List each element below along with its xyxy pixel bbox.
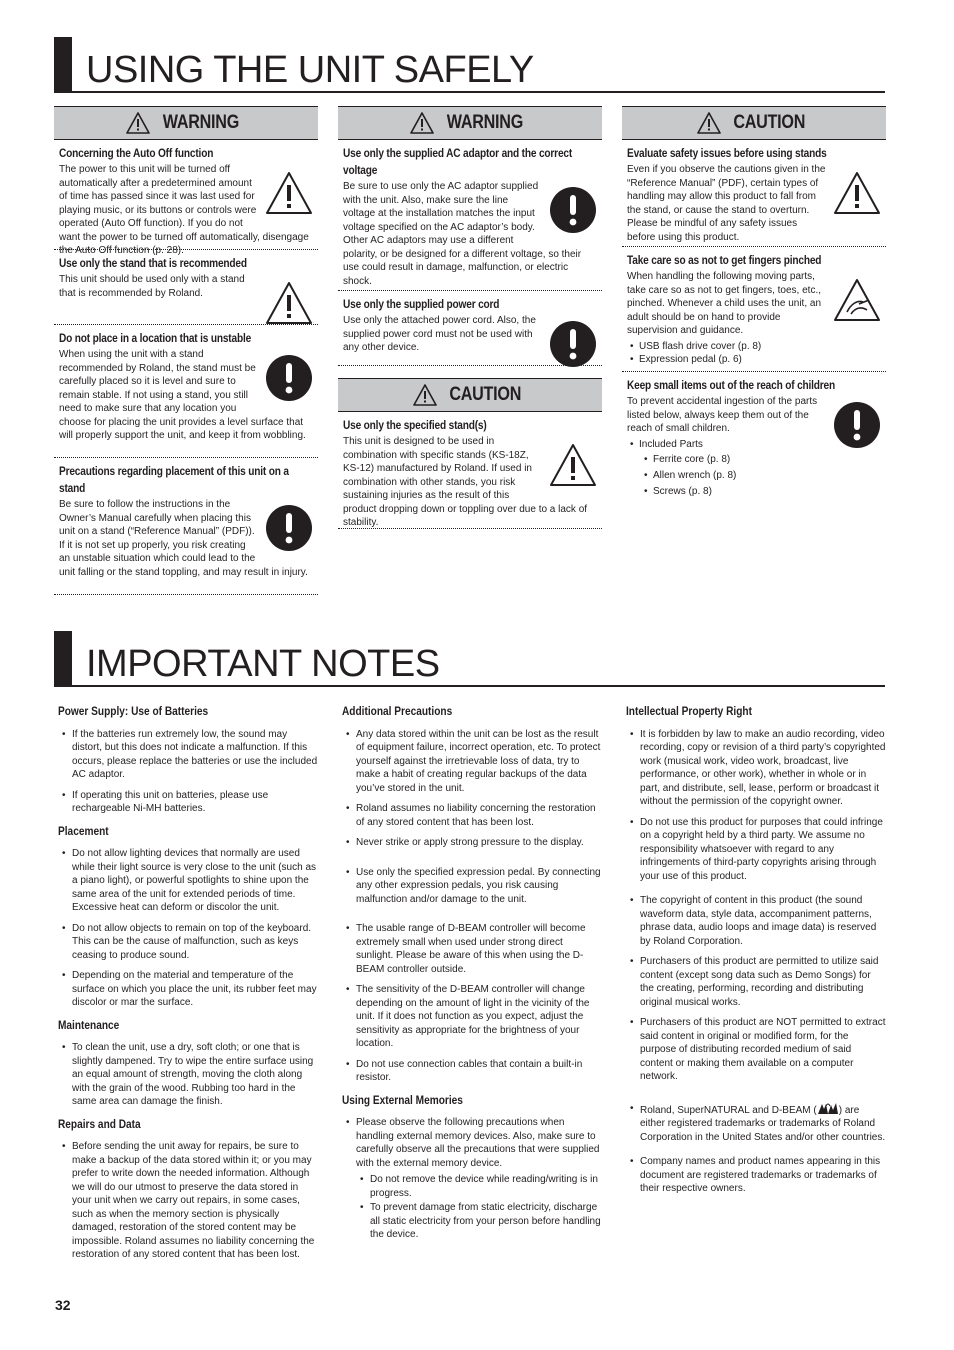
caution-triangle-icon	[413, 384, 437, 406]
notes-title: IMPORTANT NOTES	[86, 643, 440, 685]
included-parts-list	[627, 438, 882, 452]
mandatory-exclamation-icon	[264, 500, 314, 556]
caution-header: CAUTION	[338, 378, 602, 412]
list-item: • Purchasers of this product are NOT permitted to extract said content in original or modified form, for the purpose of distributing recorded medium of said content or making them available on a computer network.	[622, 1016, 886, 1084]
list-item: • Allen wrench (p. 8)	[627, 469, 882, 483]
recommended-stand-item: Use only the stand that is recommended This unit should be used only with a stand that is recommended by Roland.	[54, 250, 318, 325]
list-item: • It is forbidden by law to make an audio recording, video recording, copy or revision of a third party’s copyrighted work (musical work, video work, broadcast, live performance, or other work), whether in whole or in part, and distribute, sell, lease, perform or broadcast it without the permission of the copyright owner.	[622, 728, 886, 809]
heading-bar	[54, 631, 72, 685]
pinch-hazard-icon	[832, 272, 882, 328]
list-item: • Roland assumes no liability concerning the restoration of any stored content that has been lost.	[338, 802, 602, 829]
list-item: • The sensitivity of the D-BEAM controller will change depending on the amount of light in the vicinity of the unit. If it does not function as you expect, adjust the sensitivity as appropriate for the brightness of your location.	[338, 983, 602, 1051]
additional-precautions-list	[338, 728, 602, 1085]
list-item: • Do not use connection cables that contain a built-in resistor.	[338, 1058, 602, 1085]
safety-title: USING THE UNIT SAFELY	[86, 49, 534, 91]
repairs-list	[54, 1140, 318, 1262]
power-cord-item: Use only the supplied power cord Use only the attached power cord. Also, the supplied power cord must not be used with any other device.	[338, 291, 602, 366]
list-item: • Any data stored within the unit can be lost as the result of equipment failure, incorrect operation, etc. To protect yourself against the irretrievable loss of data, try to make a habit of creating regular backups of the data you’ve stored in the unit.	[338, 728, 602, 796]
caution-header: CAUTION	[622, 106, 886, 140]
heading-bar	[54, 37, 72, 91]
list-item: • The copyright of content in this product (the sound waveform data, style data, accompaniment patterns, phrase data, audio loops and image data) is reserved by Roland Corporation.	[622, 894, 886, 948]
list-item: • Never strike or apply strong pressure to the display.	[338, 836, 602, 850]
list-item: • Company names and product names appearing in this document are registered trademarks or trademarks of their respective owners.	[622, 1155, 886, 1196]
warning-header: WARNING	[54, 106, 318, 140]
list-item: • Expression pedal (p. 6)	[627, 353, 882, 367]
external-memories-list	[338, 1116, 602, 1242]
list-item: • USB flash drive cover (p. 8)	[627, 340, 882, 354]
ip-list	[622, 728, 886, 1196]
warning-header: WARNING	[338, 106, 602, 140]
ac-adaptor-item: Use only the supplied AC adaptor and the correct voltage Be sure to use only the AC adaptor supplied with the unit. Also, make sure the line voltage at the installation matches the input voltage specified on the AC adaptor’s body. Other AC adaptors may use a different polarity, or be designed for a different voltage, so their use could result in damage, malfunction, or electric shock.	[338, 140, 602, 291]
caution-triangle-icon	[264, 165, 314, 221]
list-item: • Do not allow lighting devices that normally are used while their light source is very close to the unit (such as a piano light), or powerful spotlights to shine upon the same area of the unit for extended periods of time. Excessive heat can deform or discolor the unit.	[54, 847, 318, 915]
caution-triangle-icon	[264, 275, 314, 331]
d-beam-logo-icon	[817, 1102, 839, 1115]
safety-column-2	[338, 106, 602, 529]
moving-parts-list	[627, 340, 882, 367]
list-item: • Roland, SuperNATURAL and D-BEAM ( ) are either registered trademarks or trademarks of Roland Corporation in the United States and/or other countries.	[622, 1102, 886, 1145]
safety-column-3	[622, 106, 886, 499]
list-item: • To prevent damage from static electricity, discharge all static electricity from your person before handling the device.	[356, 1201, 602, 1242]
caution-triangle-icon	[832, 165, 882, 221]
list-item: • Use only the specified expression pedal. By connecting any other expression pedals, you risk causing malfunction and/or damage to the unit.	[338, 866, 602, 907]
list-item: • To clean the unit, use a dry, soft cloth; or one that is slightly dampened. Try to wipe the entire surface using an equal amount of strength, moving the cloth along with the grain of the wood. Rubbing too hard in the same area can damage the finish.	[54, 1041, 318, 1109]
mandatory-exclamation-icon	[264, 350, 314, 406]
stand-safety-item: Evaluate safety issues before using stands Even if you observe the cautions given in the “Reference Manual” (PDF), certain types of handling may allow this product to fall from the stand, or cause the stand to overturn. Please be mindful of any safety issues before using this product.	[622, 140, 886, 247]
safety-column-1	[54, 106, 318, 595]
warning-triangle-icon	[410, 112, 434, 134]
batteries-list	[54, 728, 318, 816]
mandatory-exclamation-icon	[548, 182, 598, 238]
list-item: • Do not allow objects to remain on top of the keyboard. This can be the cause of malfunction, such as keys ceasing to produce sound.	[54, 922, 318, 963]
parts-sublist	[627, 453, 882, 499]
list-item: • Before sending the unit away for repairs, be sure to make a backup of the data stored within it; or you may prefer to write down the needed information. Although we will do our utmost to preserve the data stored in your unit when we carry out repairs, in some cases, such as when the memory section is physically damaged, restoration of the stored content may be impossible. Roland assumes no liability concerning the restoration of any stored content that has been lost.	[54, 1140, 318, 1262]
list-item: • If the batteries run extremely low, the sound may distort, but this does not indicate a malfunction. If this occurs, please replace the batteries or use the included AC adaptor.	[54, 728, 318, 782]
memory-sublist	[356, 1173, 602, 1242]
notes-heading	[54, 631, 885, 687]
auto-off-item: Concerning the Auto Off function The power to this unit will be turned off automatically after a predetermined amount of time has passed since it was last used for playing music, or its buttons or controls were operated (Auto Off function). If you do not want the power to be turned off automatically, disengage the Auto Off function (p. 28).	[54, 140, 318, 250]
caution-triangle-icon	[697, 112, 721, 134]
list-item: • The usable range of D-BEAM controller will become extremely small when used under strong direct sunlight. Please be aware of this when using the D-BEAM controller outside.	[338, 922, 602, 976]
maintenance-list	[54, 1041, 318, 1109]
safety-heading	[54, 37, 885, 93]
small-items-item: Keep small items out of the reach of children To prevent accidental ingestion of the parts listed below, always keep them out of the reach of small children. • Included Parts • Ferrite core (p. 8) • Allen wrench (p. 8) • Screws (p. 8)	[622, 372, 886, 499]
notes-column-2: Additional Precautions • Any data stored within the unit can be lost as the result of equipment failure, incorrect operation, etc. To protect yourself against the irretrievable loss of data, try to make a habit of creating regular backups of the data you’ve stored in the unit. • Roland assumes no liability concerning the restoration of any stored content that has been lost. • Never strike or apply strong pressure to the display. • Use only the specified expression pedal. By connecting any other expression pedals, you risk causing malfunction and/or damage to the unit. • The usable range of D-BEAM controller will become extremely small when used under strong direct sunlight. Please be aware of this when using the D-BEAM controller outside. • The sensitivity of the D-BEAM controller will change depending on the amount of light in the vicinity of the unit. If it does not function as you expect, adjust the sensitivity as appropriate for the brightness of your location. • Do not use connection cables that contain a built-in resistor. Using External Memories • Please observe the following precautions when handling external memory devices. Also, make sure to carefully observe all the precautions that were supplied with the external memory device. • Do not remove the device while reading/writing is in progress. • To prevent damage from static electricity, discharge all static electricity from your person before handling the device.	[338, 706, 602, 1252]
specified-stand-item: Use only the specified stand(s) This unit is designed to be used in combination with specific stands (KS-18Z, KS-12) manufactured by Roland. If used in combination with other stands, you risk sustaining injuries as the result of this product dropping down or toppling over due to a lack of stability.	[338, 412, 602, 529]
notes-column-1: Power Supply: Use of Batteries • If the batteries run extremely low, the sound may distort, but this does not indicate a malfunction. If this occurs, please replace the batteries or use the included AC adaptor. • If operating this unit on batteries, please use rechargeable Ni-MH batteries. Placement • Do not allow lighting devices that normally are used while their light source is very close to the unit (such as a piano light), or powerful spotlights to shine upon the same area of the unit for extended periods of time. Excessive heat can deform or discolor the unit. • Do not allow objects to remain on top of the keyboard. This can be the cause of malfunction, such as keys ceasing to produce sound. • Depending on the material and temperature of the surface on which you place the unit, its rubber feet may discolor or mar the surface. Maintenance • To clean the unit, use a dry, soft cloth; or one that is slightly dampened. Try to wipe the entire surface using an equal amount of strength, moving the cloth along with the grain of the wood. Rubbing too hard in the same area can damage the finish. Repairs and Data • Before sending the unit away for repairs, be sure to make a backup of the data stored within it; or you may prefer to write down the needed information. Although we will do our utmost to preserve the data stored in your unit when we carry out repairs, in some cases, such as when the memory section is physically damaged, restoration of the stored content may be impossible. Roland assumes no liability concerning the restoration of any stored content that has been lost.	[54, 706, 318, 1272]
list-item: • Ferrite core (p. 8)	[627, 453, 882, 467]
list-item: • Do not use this product for purposes that could infringe on a copyright held by a third party. We assume no responsibility whatsoever with regard to any infringements of third-party copyrights arising through your use of this product.	[622, 816, 886, 884]
list-item: • Please observe the following precautions when handling external memory devices. Also, make sure to carefully observe all the precautions that were supplied with the external memory device. • Do not remove the device while reading/writing is in progress. • To prevent damage from static electricity, discharge all static electricity from your person before handling the device.	[338, 1116, 602, 1242]
unstable-location-item: Do not place in a location that is unstable When using the unit with a stand recommended by Roland, the stand must be carefully placed so it is level and sure to remain stable. If not using a stand, you still need to make sure that any location you choose for placing the unit provides a level surface that will properly support the unit, and keep it from wobbling.	[54, 325, 318, 458]
list-item: • If operating this unit on batteries, please use rechargeable Ni-MH batteries.	[54, 789, 318, 816]
list-item: • Included Parts	[627, 438, 882, 452]
placement-list	[54, 847, 318, 1010]
warning-triangle-icon	[126, 112, 150, 134]
mandatory-exclamation-icon	[548, 316, 598, 372]
list-item: • Depending on the material and temperature of the surface on which you place the unit, its rubber feet may discolor or mar the surface.	[54, 969, 318, 1010]
fingers-pinched-item: Take care so as not to get fingers pinched When handling the following moving parts, take care so as not to get fingers, toes, etc., pinched. Whenever a child uses the unit, an adult should be on hand to provide supervision and guidance. • USB flash drive cover (p. 8) • Expression pedal (p. 6)	[622, 247, 886, 372]
list-item: • Do not remove the device while reading/writing is in progress.	[356, 1173, 602, 1200]
page-number: 32	[55, 1297, 71, 1313]
notes-column-3: Intellectual Property Right • It is forbidden by law to make an audio recording, video recording, copy or revision of a third party’s copyrighted work (musical work, video work, broadcast, live performance, or other work), whether in whole or in part, and distribute, sell, lease, perform or broadcast it without the permission of the copyright owner. • Do not use this product for purposes that could infringe on a copyright held by a third party. We assume no responsibility whatsoever with regard to any infringements of third-party copyrights arising through your use of this product. • The copyright of content in this product (the sound waveform data, style data, accompaniment patterns, phrase data, audio loops and image data) is reserved by Roland Corporation. • Purchasers of this product are permitted to utilize said content (except song data such as Demo Songs) for the creating, performing, recording and distributing original musical works. • Purchasers of this product are NOT permitted to extract said content in original or modified form, for the purpose of distributing recorded medium of said content or making them available on a computer network. • Roland, SuperNATURAL and D-BEAM ( ) are either registered trademarks or trademarks of Roland Corporation in the United States and/or other countries. • Company names and product names appearing in this document are registered trademarks or trademarks of their respective owners.	[622, 706, 886, 1206]
stand-placement-item: Precautions regarding placement of this unit on a stand Be sure to follow the instructions in the Owner’s Manual carefully when placing this unit on a stand (“Reference Manual” (PDF)). If it is not set up properly, you risk creating an unstable situation which could lead to the unit falling or the stand toppling, and may result in injury.	[54, 458, 318, 595]
list-item: • Purchasers of this product are permitted to utilize said content (except song data such as Demo Songs) for the creating, performing, recording and distributing original musical works.	[622, 955, 886, 1009]
caution-triangle-icon	[548, 437, 598, 493]
list-item: • Screws (p. 8)	[627, 485, 882, 499]
